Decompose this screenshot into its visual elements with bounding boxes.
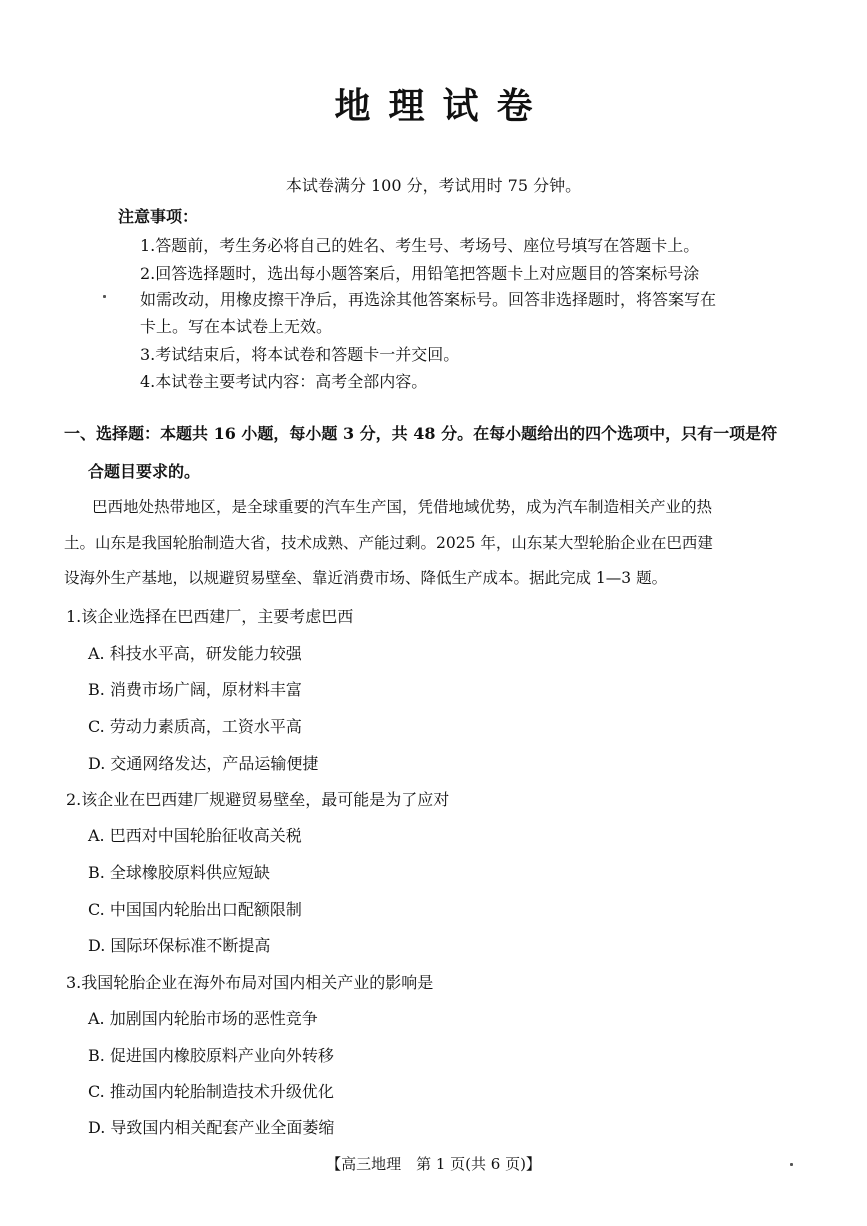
question-stem: 1.该企业选择在巴西建厂，主要考虑巴西 [66,607,354,626]
answer-option: B. 全球橡胶原料供应短缺 [88,863,270,882]
section-heading: 一、选择题：本题共 16 小题，每小题 3 分，共 48 分。在每小题给出的四个选项中，只有一项是符 [64,424,778,443]
answer-option: C. 推动国内轮胎制造技术升级优化 [88,1082,334,1101]
answer-option: C. 中国国内轮胎出口配额限制 [88,900,302,919]
notice-line: 3.考试结束后，将本试卷和答题卡一并交回。 [140,345,460,364]
passage-line: 巴西地处热带地区，是全球重要的汽车生产国，凭借地域优势，成为汽车制造相关产业的热 [92,498,713,516]
exam-info: 本试卷满分 100 分，考试用时 75 分钟。 [285,176,582,195]
notice-line: 如需改动，用橡皮擦干净后，再选涂其他答案标号。回答非选择题时，将答案写在 [140,290,717,309]
passage-line: 设海外生产基地，以规避贸易壁垒、靠近消费市场、降低生产成本。据此完成 1—3 题。 [64,569,668,587]
scan-speck [790,1163,793,1166]
answer-option: D. 国际环保标准不断提高 [88,936,271,955]
answer-option: A. 巴西对中国轮胎征收高关税 [88,826,302,845]
page-footer: 【高三地理 第 1 页(共 6 页)】 [326,1155,541,1173]
answer-option: D. 交通网络发达，产品运输便捷 [88,754,319,773]
scan-speck [103,295,106,298]
notice-line: 2.回答选择题时，选出每小题答案后，用铅笔把答题卡上对应题目的答案标号涂 [140,264,700,283]
answer-option: B. 促进国内橡胶原料产业向外转移 [88,1046,334,1065]
section-heading-cont: 合题目要求的。 [88,462,201,481]
notice-line: 1.答题前，考生务必将自己的姓名、考生号、考场号、座位号填写在答题卡上。 [140,236,700,255]
passage-line: 土。山东是我国轮胎制造大省，技术成熟、产能过剩。2025 年，山东某大型轮胎企业在巴西建 [64,534,713,552]
question-stem: 2.该企业在巴西建厂规避贸易壁垒，最可能是为了应对 [66,790,450,809]
notice-line: 卡上。写在本试卷上无效。 [140,317,333,336]
page-title: 地理试卷 [334,85,551,127]
notice-line: 4.本试卷主要考试内容：高考全部内容。 [140,372,428,391]
question-stem: 3.我国轮胎企业在海外布局对国内相关产业的影响是 [66,973,434,992]
notice-heading: 注意事项： [118,207,199,226]
answer-option: D. 导致国内相关配套产业全面萎缩 [88,1118,335,1137]
answer-option: A. 加剧国内轮胎市场的恶性竞争 [88,1009,318,1028]
answer-option: A. 科技水平高，研发能力较强 [88,644,302,663]
answer-option: B. 消费市场广阔，原材料丰富 [88,680,302,699]
answer-option: C. 劳动力素质高，工资水平高 [88,717,302,736]
